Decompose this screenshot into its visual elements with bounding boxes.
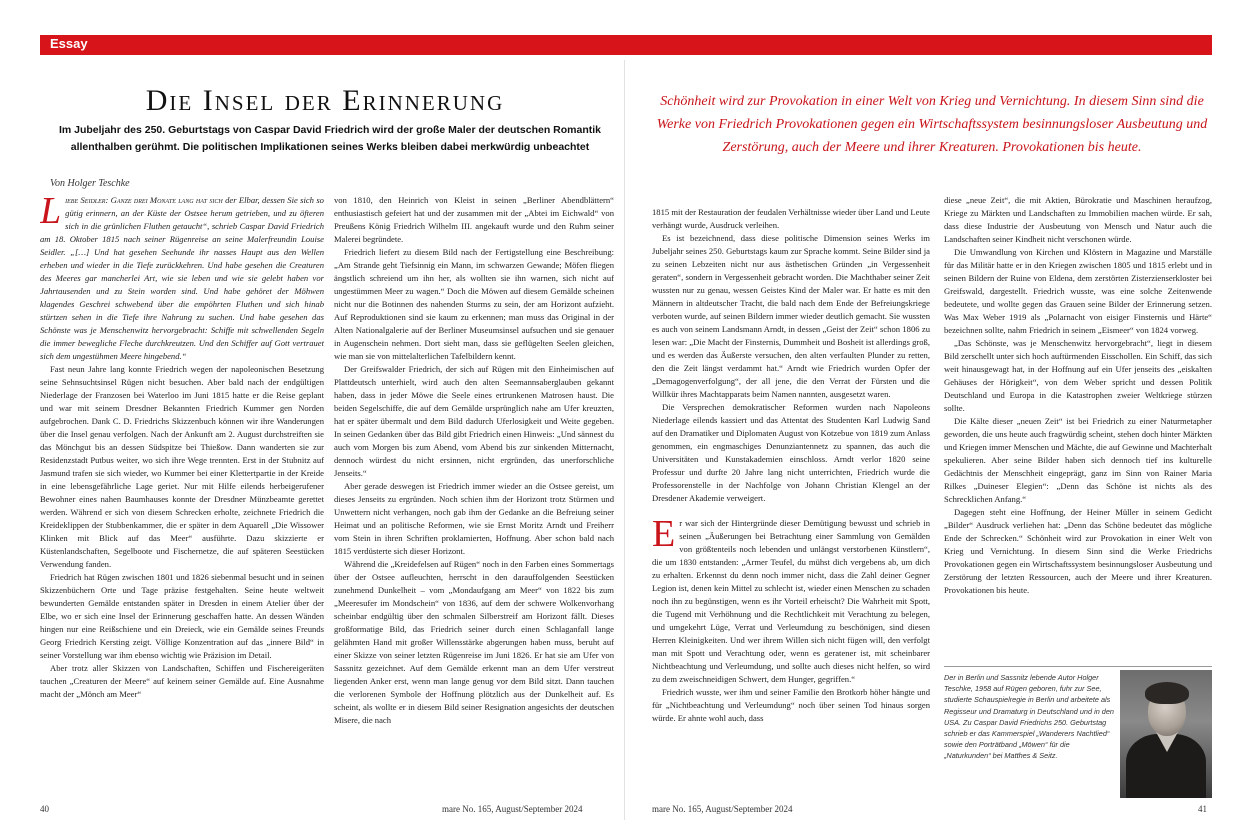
paragraph: Der Greifswalder Friedrich, der sich auf Rügen mit den Einheimischen auf Plattdeutsch unterhielt, wird auch den alten Seemannsaberglauben gekannt haben, dass in jeder Möwe die Seele eines ertrunkenen Matrosen haust. Die beiden Segelschiffe, die auf dem Gemälde ursprünglich nahe am Ufer kreuzten, hat er später übermalt und dem Bild dadurch Uferlosigkeit und Weite gegeben. In seinen Gedanken über das Bild gibt Friedrich einen Hinweis: „Und sännest du auch vom Morgen bis zum Abend, vom Abend bis zur sinkenden Mitternacht, dennoch würdest du nicht ersinnen, nicht ergründen, das unerforschliche Jenseits.“: [334, 364, 614, 478]
opening-caps: iebe Seidler: Ganze drei Monate lang hat sich: [65, 195, 223, 205]
issue-line-left: mare No. 165, August/September 2024: [442, 804, 583, 814]
paragraph: Es ist bezeichnend, dass diese politische Dimension seines Werks im Jubeljahr seines 250. Geburtstags kaum zur Sprache kommt. Seine Bilder sind ja zu seinen Lebzeiten nicht nur aus ästhetischen Gründen „in Vergessenheit geraten“, sondern in Vergessenheit gebracht worden. Die Machthaber seiner Zeit wussten nur zu genau, wessen Geistes Kind der Maler war. Er hatte es mit den Männern in altdeutscher Tracht, die bald nach dem Ende der Befreiungskriege verboten wurde, auf seinen Bildern immer wieder deutlich gemacht. Sie wussten es auch von seinem Landsmann Arndt, in dessen „Geist der Zeit“ schon 1806 zu lesen war: „Die Macht der Finsternis, Dummheit und Bosheit ist allerdings groß, und es werden das Äußerste versuchen, den alten verfaulten Plunder zu retten, den die Zeit längst verdammt hat.“ Arndt wie Friedrich wurden Opfer der „Demagogenverfolgung“, der all jene, die den Verrat der Fürsten und die Willkür ihres Machtapparats beim Namen nannten, ausgesetzt waren.: [652, 233, 930, 399]
photo-hair: [1145, 682, 1189, 704]
paragraph: Dagegen steht eine Hoffnung, der Heiner Müller in seinem Gedicht „Bilder“ Ausdruck verliehen hat: „Denn das Schöne bedeutet das mögliche Ende der Schrecken.“ Schönheit wird zur Provokation in einer Welt von Krieg und Vernichtung. In diesem Sinn sind die Werke Friedrichs Provokationen gegen ein Wirtschaftssystem besinnungsloser Ausbeutung und Zerstörung der letzten Ressourcen, auch der Meere und ihrer Kreaturen. Provokationen bis heute.: [944, 507, 1212, 595]
paragraph: Während die „Kreidefelsen auf Rügen“ noch in den Farben eines Sommertags über der Ostsee aufleuchten, herrscht in den darauffolgenden Seestücken zunehmend Dunkelheit – vom „Mondaufgang am Meer“ von 1822 bis zum „Meeresufer im Mondschein“ von 1836, auf dem der schwere Wolkenvorhang scheinbar endgültig über den schmalen Silberstreif am Horizont fällt. Dieses großformatige Bild, das Friedrich seiner durch einen Schlaganfall lange gelähmten Hand mit großer Willensstärke abgerungen haben muss, beruht auf einer Skizze von seiner letzten Rügenreise im Juni 1826. Er hat sie am Ufer von Sassnitz gezeichnet. Auf dem Gemälde erkennt man an dem Ufer verstreut liegenden Anker erst, wenn man lange genug vor dem Bild sitzt. Dann tauchen die verlorenen Symbole der Hoffnung plötzlich aus der Dunkelheit auf. Es scheint, als wollte er in diesem Bild seiner Resignation angesichts der deutschen Misere, die nach: [334, 559, 614, 725]
paragraph: Fast neun Jahre lang konnte Friedrich wegen der napoleonischen Besetzung seine Sehnsuchtsinsel Rügen nicht besuchen. Aber bald nach der endgültigen Niederlage der Franzosen bei Waterloo im Juni 1815 hatte er die Reise geplant und war mit seinem Dresdner Bekannten Friedrich Kummer gen Norden aufgebrochen. Dank C. D. Friedrichs Skizzenbuch können wir ihre Wanderungen über die Insel genau verfolgen. Nach der Ankunft am 2. August durchstreiften sie das Mönchgut bis an dessen Südspitze bei Thießow. Dann wanderten sie zur Residenzstadt Putbus weiter, wo sich ihre Wege trennten. Erst in der Stubnitz auf Jasmund trafen sie sich wieder, wo Kummer bei einer Klettertpartie in der Kreide in eine lebensgefährliche Lage geriet. Nur mit Hilfe eilends herbeigerufener Bewohner eines nahen Baumhauses konnte der Dresdner Münzbeamte gerettet werden. Während er sich von diesem Schrecken erholte, zeichnete Friedrich die Kreideklippen der Stubbenkammer, die er später in dem Aquarell „Die Wissower Klinken mit Blick auf das Meer“ ausführte. Dazu skizzierte er Küstenlandschaften, Segelboote und Fischernetze, die auf späteren Seestücken Verwendung fanden.: [40, 364, 324, 569]
drop-cap: L: [40, 194, 62, 232]
paragraph: 1815 mit der Restauration der feudalen Verhältnisse wieder über Land und Leute verhängt wurde, Ausdruck verleihen.: [652, 207, 930, 230]
bio-divider: [944, 666, 1212, 667]
column-2: [334, 194, 614, 794]
paragraph: „Das Schönste, was je Menschenwitz hervorgebracht“, liegt in diesem Bild zerschellt unter sich hoch auftürmenden Eisschollen. Ein Schiff, das sich weit hinausgewagt hat, in der Hoffnung auf ein Ufer jenseits des „eiskalten Gehäuses der Hörigkeit“, von dem Weber spricht und dessen Politik Deutschland und Europa in die Katastrophen zweier Weltkriege stürzen sollte.: [944, 338, 1212, 413]
paragraph: Friedrich hat Rügen zwischen 1801 und 1826 siebenmal besucht und in seinen Skizzenbüchern Orte und Tage präzise festgehalten. Seine heute weltweit bewunderten Gemälde entstanden später in Dresden in einem Atelier über der Elbe, wo er sich eine Insel der Erinnerung geschaffen hatte. An dessen Wänden hingen nur eine Reißschiene und ein Dreieck, wie ein Gemälde seines Freunds Georg Friedrich Kersting zeigt. Völlige Konzentration auf das „innere Bild“ in seiner Vorstellung war ihm ebenso wichtig wie Präzision im Detail.: [40, 572, 324, 660]
opening-text: der Elbar, dessen Sie sich so gütig erinnern, an der Küste der Ostsee herum getrieben, und zu öfteren sich in die grünlichen Fluthen getaucht“, schrieb Caspar David Friedrich am 18. Oktober 1815 nach seiner Rügenreise an seine Malerfreundin Louise Seidler. „[…] Und hat gesehen Seehunde ihr nasses Haupt aus den Wellen erheben und wieder in die Tiefe zurückkehren. Und habe gesehen die Creaturen des Meeres gar mancherlei Art, wie sie leben und wie sie gelebt haben vor Jahrtausenden und zu Stein worden sind. Und habe gehöret der Möhwen klagendes Geschrei schwebend über die empöhrten Fluthen und sich hinab stürtzen sehen in die Tiefe ihre Nahrung zu suchen. Und habe gesehen das Schönste was je Menschenwitz hervorgebracht: Schiffe mit schwellenden Segeln die immer bewegliche Fleche durchkreutzen. Und den Schiffer auf Gott vertrauet sich dem ungestühmen Meere hingebend.“: [40, 195, 324, 361]
column-4: [944, 194, 1212, 660]
issue-line-right: mare No. 165, August/September 2024: [652, 804, 793, 814]
paragraph: von 1810, den Heinrich von Kleist in seinen „Berliner Abendblättern“ enthusiastisch gefeiert hat und der zusammen mit der „Abtei im Eichwald“ von Preußens König Friedrich Wilhelm III. angekauft wurde und den Ruhm seiner Malerei begründete.: [334, 195, 614, 244]
page-number-right: 41: [1198, 804, 1207, 814]
article-title: Die Insel der Erinnerung: [145, 84, 505, 117]
section-label: Essay: [50, 36, 88, 51]
drop-cap: E: [652, 513, 676, 555]
author-photo: [1120, 670, 1212, 798]
byline: Von Holger Teschke: [50, 178, 130, 189]
article-lead: Im Jubeljahr des 250. Geburtstags von Caspar David Friedrich wird der große Maler der deutschen Romantik allenthalben gerühmt. Die politischen Implikationen seines Werks bleiben dabei merkwürdig unbeachtet: [58, 124, 602, 153]
paragraph: Die Umwandlung von Kirchen und Klöstern in Magazine und Marställe für das Militär hatte er in den Kriegen zwischen 1805 und 1815 erlebt und in seinen Bildern der Ruine von Eldena, dem zerstörten Zisterzienserkloster bei Greifswald, dargestellt. Friedrich wusste, was eine solche Zeitenwende bedeutete, und wollte gegen das Grauen seine Bilder der Erinnerung setzen. Was Max Weber 1919 als „Polarnacht von eisiger Finsternis und Härte“ bezeichnen sollte, nahm Friedrich in seinem „Eismeer“ von 1824 vorweg.: [944, 247, 1212, 335]
page-gutter: [624, 60, 625, 820]
opening-paragraph: [40, 194, 324, 363]
section-bar: [40, 35, 1212, 55]
paragraph: diese „neue Zeit“, die mit Aktien, Bürokratie und Maschinen heraufzog, Kriege zu Märkten und Landschaften zu Immobilien machen würde. Er sah, dass diese Industrie der Ausbeutung von Mensch und Natur auch die Landschaften seiner Kindheit nicht verschonen würde.: [944, 195, 1212, 244]
paragraph: Die Versprechen demokratischer Reformen wurden nach Napoleons Niederlage eilends kassiert und das Attentat des Studenten Karl Ludwig Sand auf den Dramatiker und Diplomaten August von Kotzebue von 1819 zum Anlass genommen, ein engmaschiges Denunziantennetz zu spannen, das auch die Universitäten und Kunstakademien einschloss. Arndt verlor 1820 seine Professur und durfte 20 Jahre lang nicht unterrichten, Friedrich wurde die Professorenstelle in der Nachfolge von Johann Christian Klengel an der Dresdener Akademie verweigert.: [652, 402, 930, 503]
pull-quote: Schönheit wird zur Provokation in einer Welt von Krieg und Vernichtung. In diesem Sinn sind die Werke von Friedrich Provokationen gegen ein Wirtschaftssystem besinnungsloser Ausbeutung und Zerstörung, auch der Meere und ihrer Kreaturen. Provokationen bis heute.: [656, 94, 1208, 155]
paragraph: Aber trotz aller Skizzen von Landschaften, Schiffen und Fischereigeräten tauchen „Creaturen der Meere“ auf keinem seiner Gemälde auf. Eine Ausnahme macht der „Mönch am Meer“: [40, 663, 324, 699]
author-bio: Der in Berlin und Sassnitz lebende Autor Holger Teschke, 1958 auf Rügen geboren, fuhr zur See, studierte Schauspielregie in Berlin und arbeitete als Regisseur und Dramaturg in Deutschland und in den USA. Zu Caspar David Friedrichs 250. Geburtstag schrieb er das Kammerspiel „Wanderers Nachtlied“ sowie den Porträtband „Möwen“ für die „Naturkunden“ bei Matthes & Seitz.: [944, 673, 1114, 761]
paragraph: Friedrich wusste, wer ihm und seiner Familie den Brotkorb höher hängte und für „Nichtbeachtung und Verleumdung“ noch über seinen Tod hinaus sorgen würde. Er ahnte wohl auch, dass: [652, 687, 930, 723]
page-number-left: 40: [40, 804, 49, 814]
column-1: [40, 194, 324, 794]
paragraph: Friedrich liefert zu diesem Bild nach der Fertigstellung eine Beschreibung: „Am Strande geht Tiefsinnig ein Mann, im schwarzen Gewande; Möfen fliegen ängstlich schreiend um ihn her, als wollten sie ihn warnen, sich nicht auf ungestümmen Meer zu wagen.“ Doch die Möwen auf diesem Gemälde scheinen nicht nur die Botinnen des nahenden Sturms zu sein, der am Horizont aufzieht. Auf Reproduktionen sind sie kaum zu erkennen; man muss das Original in der Alten Nationalgalerie auf der Berliner Museumsinsel aufsuchen und sie genauer in Augenschein nehmen. Dort sieht man, dass sie geflügelten Seelen gleichen, wie man sie von mittelalterlichen Tafelbildern kennt.: [334, 247, 614, 361]
column-3: [652, 206, 930, 796]
paragraph: Die Kälte dieser „neuen Zeit“ ist bei Friedrich zu einer Naturmetapher geworden, die uns heute auch fragwürdig scheint, stehen doch hinter Märkten und Kriegen immer Menschen und Mächte, die auf Gewinne und Machterhalt spekulieren. Aber seine Bilder haben sich dennoch tief ins kulturelle Gedächtnis der Menschheit eingeprägt, ganz im Sinn von Rainer Maria Rilkes „Duineser Elegien“: „Denn das Schöne ist nichts als des Schrecklichen Anfang.“: [944, 416, 1212, 504]
section-paragraph: Er war sich der Hintergründe dieser Demütigung bewusst und schrieb in seinen „Äußerungen bei Betrachtung einer Sammlung von Gemälden von größtenteils noch lebenden und unlängst verstorbenen Künstlern“, die um 1830 entstanden: „Armer Teufel, du mühst dich vergebens ab, um dich zu erhalten. Erkennst du denn noch immer nicht, dass die Zahl deiner Gegner Legion ist, denen kein Mittel zu schlecht ist, wieder einen Menschen zu schaden noch ihn zu begünstigen, wenn es ihr Vorteil erheischt? Die Wahrheit mit Spott, die Tugend mit Verhöhnung und die Rechtlichkeit mit Verachtung zu belegen, und umgekehrt Lüge, Verrat und Verleumdung zu beschönigen, sind diesen Herren Kleinigkeiten. Und wer ihrem Willen sich nicht fügen will, den verfolgt man mit Spott und Verachtung oder, wenn es geratener ist, mit scheinbarer Nichtbeachtung und Verleumdung, und sollte auch dieses nicht helfen, so wird zu dem zweischneidigen Schwert, dem Hunger, gegriffen.“: [652, 513, 930, 684]
paragraph: Aber gerade deswegen ist Friedrich immer wieder an die Ostsee gereist, um dieses Jenseits zu ergründen. Noch schien ihm der Horizont trotz Stürmen und Unwettern nicht verhangen, noch gab ihm der Gedanke an die Befreiung seiner Heimat und an politische Reformen, wie sie Ernst Moritz Arndt und Freiherr vom Stein in ihren Schriften proklamierten, Hoffnung. Aber schon bald nach 1815 verdüsterte sich dieser Horizont.: [334, 481, 614, 556]
